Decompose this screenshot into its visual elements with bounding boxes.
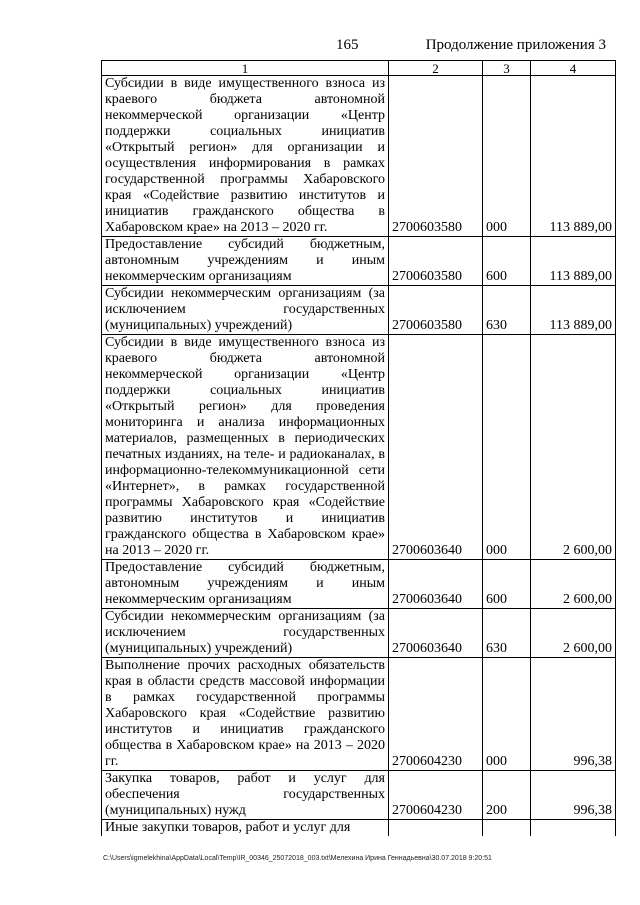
column-header-2: 2 bbox=[389, 61, 483, 76]
table-row bbox=[102, 658, 616, 771]
row-description: Предоставление субсидий бюджетным, автономным учреждениям и иным некоммерческим организациям bbox=[102, 560, 389, 609]
table-row bbox=[102, 609, 616, 658]
row-description: Предоставление субсидий бюджетным, автономным учреждениям и иным некоммерческим организациям bbox=[102, 237, 389, 286]
row-expense-type: 630 bbox=[483, 286, 531, 335]
table-row bbox=[102, 560, 616, 609]
column-header-4: 4 bbox=[531, 61, 616, 76]
page-number: 165 bbox=[336, 37, 359, 53]
row-description: Субсидии в виде имущественного взноса из краевого бюджета автономной некоммерческой организации «Центр поддержки социальных инициатив «Открытый регион» для организации и осуществления информирования в рамках государственной программы Хабаровского края «Содействие развитию институтов и инициатив гражданского общества в Хабаровском крае» на 2013 – 2020 гг. bbox=[102, 76, 389, 237]
continuation-title: Продолжение приложения 3 bbox=[425, 37, 606, 53]
column-header-3: 3 bbox=[483, 61, 531, 76]
budget-table bbox=[101, 60, 616, 836]
table-row bbox=[102, 820, 616, 837]
row-target-code: 2700603640 bbox=[389, 335, 483, 560]
file-path-footer: C:\Users\igmelekhina\AppData\Local\Temp\IR_00346_25072018_003.txt\Мелехина Ирина Геннадьевна\30.07.2018 9:20:51 bbox=[103, 855, 492, 862]
row-target-code: 2700603640 bbox=[389, 560, 483, 609]
table-row bbox=[102, 771, 616, 820]
row-expense-type: 000 bbox=[483, 76, 531, 237]
row-expense-type bbox=[483, 820, 531, 837]
table-row bbox=[102, 76, 616, 237]
row-target-code bbox=[389, 820, 483, 837]
row-target-code: 2700604230 bbox=[389, 658, 483, 771]
row-expense-type: 000 bbox=[483, 335, 531, 560]
row-target-code: 2700604230 bbox=[389, 771, 483, 820]
row-description: Субсидии в виде имущественного взноса из краевого бюджета автономной некоммерческой организации «Центр поддержки социальных инициатив «Открытый регион» для проведения мониторинга и анализа информационных материалов, размещенных в периодических печатных изданиях, на теле- и радиоканалах, в информационно-телекоммуникационной сети «Интернет», в рамках государственной программы Хабаровского края «Содействие развитию институтов и инициатив гражданского общества в Хабаровском крае» на 2013 – 2020 гг. bbox=[102, 335, 389, 560]
row-amount: 113 889,00 bbox=[531, 76, 616, 237]
row-expense-type: 630 bbox=[483, 609, 531, 658]
row-expense-type: 200 bbox=[483, 771, 531, 820]
row-description: Иные закупки товаров, работ и услуг для bbox=[102, 820, 389, 837]
row-target-code: 2700603580 bbox=[389, 76, 483, 237]
row-amount: 2 600,00 bbox=[531, 609, 616, 658]
column-header-1: 1 bbox=[102, 61, 389, 76]
table-row bbox=[102, 237, 616, 286]
row-amount: 113 889,00 bbox=[531, 237, 616, 286]
row-amount: 2 600,00 bbox=[531, 560, 616, 609]
row-amount: 113 889,00 bbox=[531, 286, 616, 335]
row-amount bbox=[531, 820, 616, 837]
row-description: Субсидии некоммерческим организациям (за исключением государственных (муниципальных) учреждений) bbox=[102, 286, 389, 335]
table-row bbox=[102, 286, 616, 335]
row-description: Выполнение прочих расходных обязательств края в области средств массовой информации в рамках государственной программы Хабаровского края «Содействие развитию институтов и инициатив гражданского общества в Хабаровском крае» на 2013 – 2020 гг. bbox=[102, 658, 389, 771]
row-expense-type: 000 bbox=[483, 658, 531, 771]
row-expense-type: 600 bbox=[483, 237, 531, 286]
table-row bbox=[102, 335, 616, 560]
table-header-row bbox=[102, 61, 616, 76]
row-description: Субсидии некоммерческим организациям (за исключением государственных (муниципальных) учреждений) bbox=[102, 609, 389, 658]
row-target-code: 2700603580 bbox=[389, 237, 483, 286]
row-amount: 996,38 bbox=[531, 658, 616, 771]
row-amount: 996,38 bbox=[531, 771, 616, 820]
row-target-code: 2700603580 bbox=[389, 286, 483, 335]
row-amount: 2 600,00 bbox=[531, 335, 616, 560]
row-target-code: 2700603640 bbox=[389, 609, 483, 658]
row-description: Закупка товаров, работ и услуг для обеспечения государственных (муниципальных) нужд bbox=[102, 771, 389, 820]
row-expense-type: 600 bbox=[483, 560, 531, 609]
